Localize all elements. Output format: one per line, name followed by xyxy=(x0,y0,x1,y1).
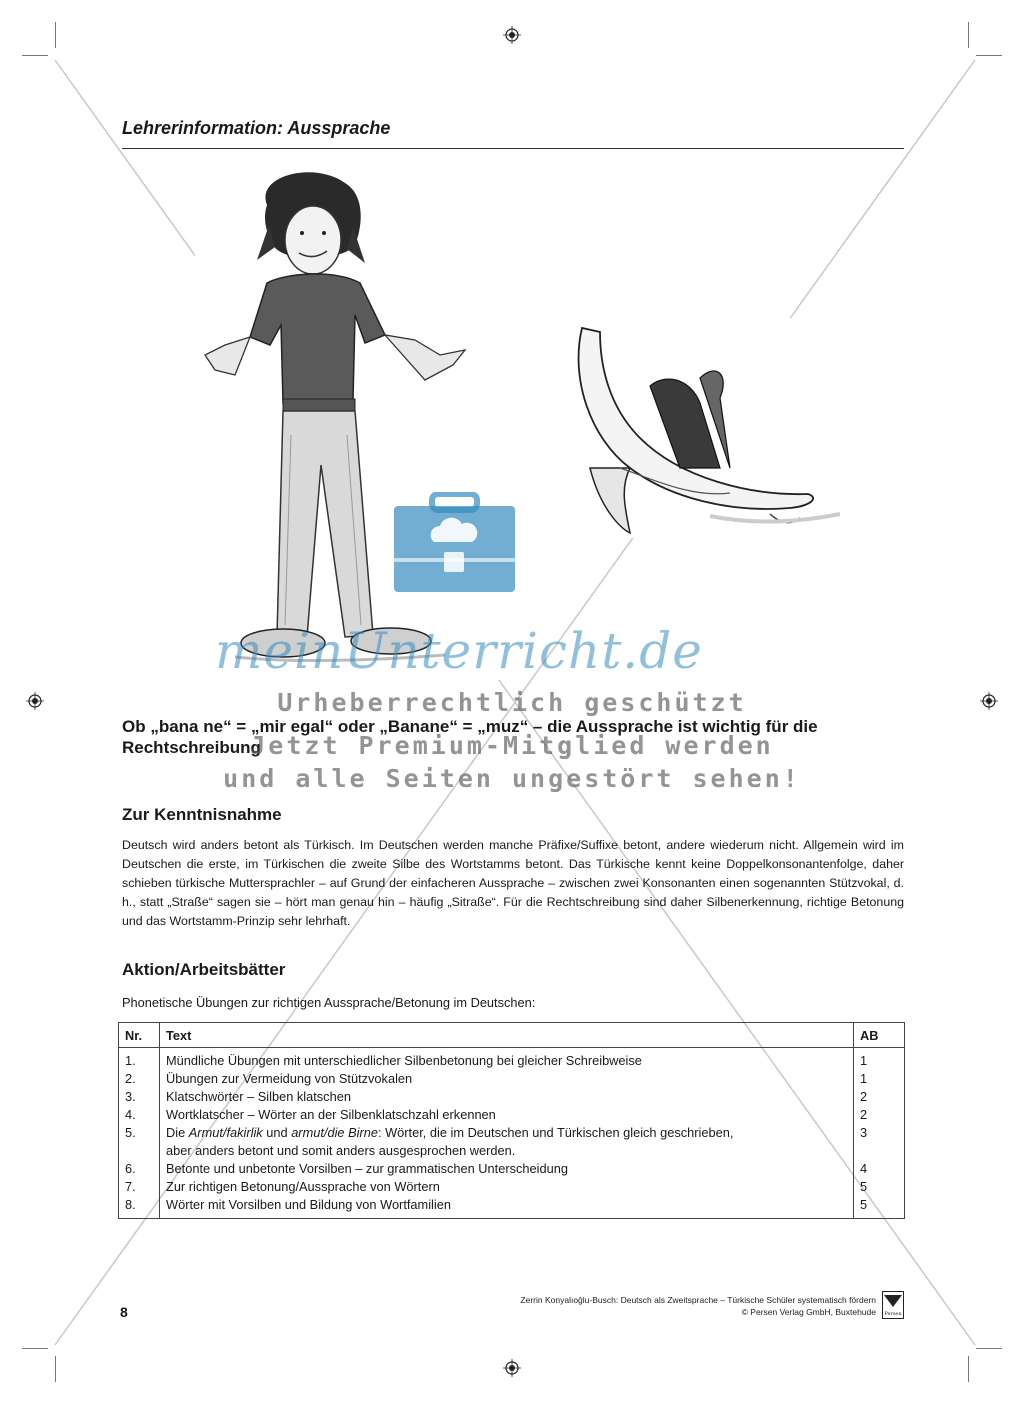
registration-mark-icon xyxy=(503,26,521,44)
crop-mark xyxy=(976,55,1002,56)
col-header-ab: AB xyxy=(854,1023,905,1048)
crop-mark xyxy=(55,1356,56,1382)
registration-mark-icon xyxy=(503,1359,521,1377)
table-row xyxy=(119,1048,905,1071)
row-text-italic: Armut/fakirlik xyxy=(188,1125,263,1140)
table-row xyxy=(119,1106,905,1124)
footer-credit-line1: Zerrin Konyalıoğlu-Busch: Deutsch als Zweitsprache – Türkische Schüler systematisch fördern xyxy=(520,1295,876,1305)
row-nr: 3. xyxy=(119,1088,160,1106)
table-row xyxy=(119,1088,905,1106)
col-header-text: Text xyxy=(160,1023,854,1048)
crop-mark xyxy=(22,55,48,56)
row-text-part: : Wörter, die im Deutschen und Türkischen gleich geschrieben, xyxy=(377,1125,734,1140)
row-ab: 3 xyxy=(854,1124,905,1160)
watermark-brand: meinUnterricht.de xyxy=(215,622,703,680)
table-row xyxy=(119,1070,905,1088)
boy-illustration xyxy=(195,165,505,680)
banana-illustration xyxy=(570,318,850,538)
row-text: Mündliche Übungen mit unterschiedlicher Silbenbetonung bei gleicher Schreibweise xyxy=(160,1048,854,1071)
row-text: Betonte und unbetonte Vorsilben – zur grammatischen Unterscheidung xyxy=(160,1160,854,1178)
row-nr: 5. xyxy=(119,1124,160,1160)
row-nr: 2. xyxy=(119,1070,160,1088)
row-nr: 8. xyxy=(119,1196,160,1219)
row-text-italic: armut/die Birne xyxy=(291,1125,378,1140)
row-nr: 4. xyxy=(119,1106,160,1124)
row-text xyxy=(160,1124,854,1160)
row-ab: 2 xyxy=(854,1088,905,1106)
table-header-row xyxy=(119,1023,905,1048)
row-nr: 6. xyxy=(119,1160,160,1178)
publisher-logo-icon xyxy=(882,1291,904,1319)
row-nr: 7. xyxy=(119,1178,160,1196)
table-row xyxy=(119,1124,905,1160)
row-text: Wörter mit Vorsilben und Bildung von Wortfamilien xyxy=(160,1196,854,1219)
row-text-part: aber anders betont und somit anders ausgesprochen werden. xyxy=(166,1143,516,1158)
row-ab: 5 xyxy=(854,1196,905,1219)
row-text-part: Die xyxy=(166,1125,189,1140)
row-text: Klatschwörter – Silben klatschen xyxy=(160,1088,854,1106)
crop-mark xyxy=(55,22,56,48)
row-text: Zur richtigen Betonung/Aussprache von Wörtern xyxy=(160,1178,854,1196)
worksheet-table xyxy=(118,1022,905,1219)
row-ab: 1 xyxy=(854,1048,905,1071)
main-title: Ob „bana ne“ = „mir egal“ oder „Banane“ = „muz“ – die Aussprache ist wichtig für die Rechtschreibung xyxy=(122,717,818,757)
footer-credit xyxy=(520,1294,876,1318)
watermark-line-1: Urheberrechtlich geschützt xyxy=(277,688,747,717)
table-intro: Phonetische Übungen zur richtigen Aussprache/Betonung im Deutschen: xyxy=(122,995,536,1010)
row-text: Übungen zur Vermeidung von Stützvokalen xyxy=(160,1070,854,1088)
table-row xyxy=(119,1160,905,1178)
row-nr: 1. xyxy=(119,1048,160,1071)
row-ab: 2 xyxy=(854,1106,905,1124)
row-ab: 4 xyxy=(854,1160,905,1178)
footer-credit-line2: © Persen Verlag GmbH, Buxtehude xyxy=(741,1307,876,1317)
section-title-kenntnisnahme: Zur Kenntnisnahme xyxy=(122,805,282,824)
crop-mark xyxy=(968,1356,969,1382)
header-rule xyxy=(122,148,904,149)
table-row xyxy=(119,1196,905,1219)
publisher-logo-text: Persen xyxy=(884,1311,902,1317)
col-header-nr: Nr. xyxy=(119,1023,160,1048)
table-row xyxy=(119,1178,905,1196)
crop-mark xyxy=(976,1348,1002,1349)
section-paragraph: Deutsch wird anders betont als Türkisch. Im Deutschen werden manche Präfixe/Suffixe betont, andere wiederum nicht. Allgemein wird im Deutschen die erste, im Türkischen die zweite Silbe des Wortstamms betont. Das Türkische kennt keine Doppelkonsonantenfolge, daher schieben türkische Muttersprachler – auf Grund der einfacheren Aussprache – zwischen zwei Konsonanten einen sogenannten Stützvokal, d. h., statt „Straße“ sagen sie – hört man genau hin – häufig „Sitraße“. Für die Rechtschreibung sind daher Silbenerkennung, richtige Betonung und das Wortstamm-Prinzip sehr lehrhaft. xyxy=(122,838,904,928)
page-number: 8 xyxy=(120,1304,128,1320)
watermark-line-2: Jetzt Premium-Mitglied werden xyxy=(250,731,774,760)
row-ab: 5 xyxy=(854,1178,905,1196)
section-title-aktion: Aktion/Arbeitsbätter xyxy=(122,960,286,979)
watermark-line-3: und alle Seiten ungestört sehen! xyxy=(223,764,801,793)
crop-mark xyxy=(22,1348,48,1349)
page-header-title: Lehrerinformation: Aussprache xyxy=(122,118,391,138)
watermark-bag-icon xyxy=(392,492,517,594)
row-text: Wortklatscher – Wörter an der Silbenklatschzahl erkennen xyxy=(160,1106,854,1124)
crop-mark xyxy=(968,22,969,48)
row-ab: 1 xyxy=(854,1070,905,1088)
row-text-part: und xyxy=(262,1125,292,1140)
